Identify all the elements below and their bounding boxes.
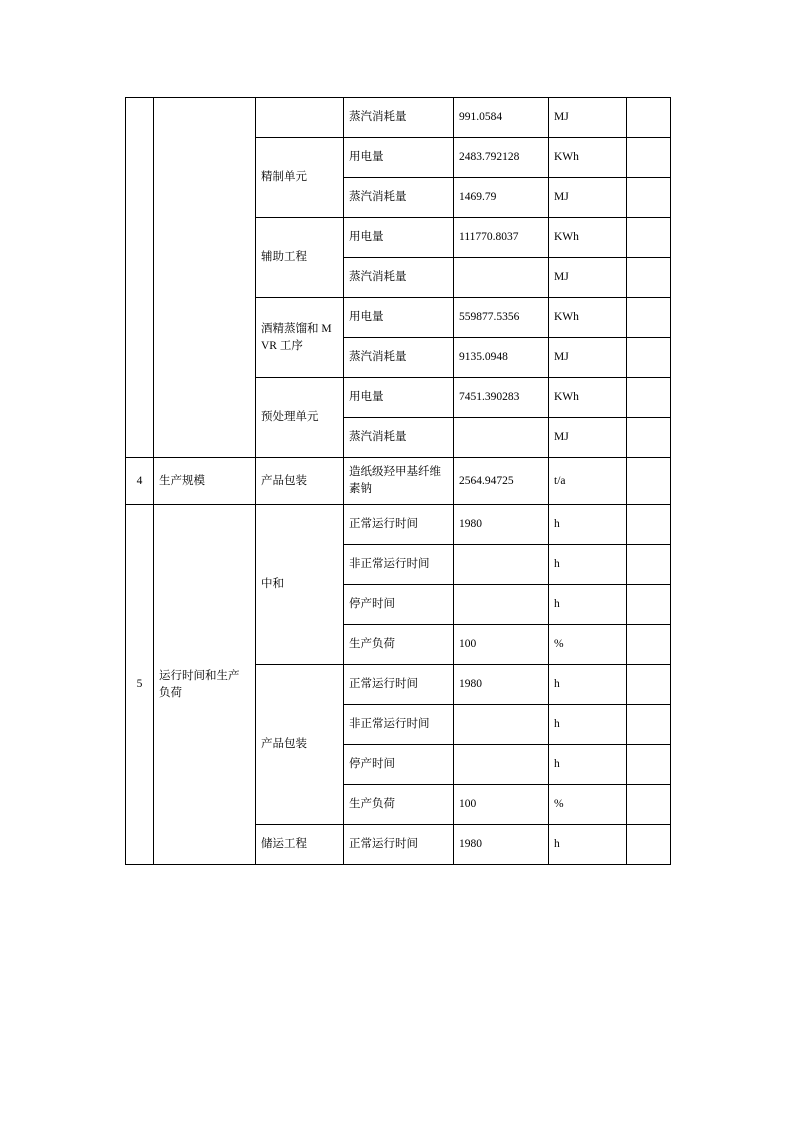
- row-value-cell: 9135.0948: [454, 338, 549, 378]
- row-uom-cell: t/a: [549, 458, 627, 505]
- row-uom-cell: h: [549, 825, 627, 865]
- row-unit-cell: 中和: [256, 505, 344, 665]
- row-item-cell: 蒸汽消耗量: [344, 418, 454, 458]
- row-item-cell: 用电量: [344, 378, 454, 418]
- row-value-cell: 1980: [454, 665, 549, 705]
- row-remark-cell: [627, 705, 671, 745]
- row-item-cell: 生产负荷: [344, 785, 454, 825]
- table-row: [126, 505, 671, 545]
- row-unit-cell: 预处理单元: [256, 378, 344, 458]
- row-uom-cell: MJ: [549, 178, 627, 218]
- row-uom-cell: KWh: [549, 298, 627, 338]
- row-remark-cell: [627, 418, 671, 458]
- row-remark-cell: [627, 98, 671, 138]
- row-remark-cell: [627, 378, 671, 418]
- row-uom-cell: %: [549, 625, 627, 665]
- row-unit-cell: 精制单元: [256, 138, 344, 218]
- row-uom-cell: h: [549, 585, 627, 625]
- row-no-cell: [126, 98, 154, 458]
- row-uom-cell: MJ: [549, 338, 627, 378]
- row-value-cell: 7451.390283: [454, 378, 549, 418]
- row-no-cell: 4: [126, 458, 154, 505]
- row-item-cell: 蒸汽消耗量: [344, 178, 454, 218]
- row-unit-cell: 产品包装: [256, 665, 344, 825]
- row-value-cell: 100: [454, 785, 549, 825]
- row-item-cell: 用电量: [344, 298, 454, 338]
- row-remark-cell: [627, 785, 671, 825]
- row-remark-cell: [627, 625, 671, 665]
- row-remark-cell: [627, 665, 671, 705]
- row-value-cell: 100: [454, 625, 549, 665]
- row-value-cell: 991.0584: [454, 98, 549, 138]
- row-value-cell: 1980: [454, 505, 549, 545]
- row-remark-cell: [627, 745, 671, 785]
- row-item-cell: 正常运行时间: [344, 665, 454, 705]
- row-unit-cell: [256, 98, 344, 138]
- row-value-cell: [454, 745, 549, 785]
- row-uom-cell: MJ: [549, 98, 627, 138]
- row-unit-cell: 酒精蒸馏和 MVR 工序: [256, 298, 344, 378]
- row-item-cell: 正常运行时间: [344, 825, 454, 865]
- row-item-cell: 用电量: [344, 218, 454, 258]
- row-item-cell: 用电量: [344, 138, 454, 178]
- row-remark-cell: [627, 825, 671, 865]
- row-remark-cell: [627, 338, 671, 378]
- row-item-cell: 停产时间: [344, 585, 454, 625]
- row-category-cell: 运行时间和生产负荷: [154, 505, 256, 865]
- row-remark-cell: [627, 218, 671, 258]
- row-remark-cell: [627, 458, 671, 505]
- data-table-container: [125, 97, 670, 865]
- row-item-cell: 蒸汽消耗量: [344, 258, 454, 298]
- row-remark-cell: [627, 505, 671, 545]
- row-remark-cell: [627, 298, 671, 338]
- row-category-cell: 生产规模: [154, 458, 256, 505]
- row-value-cell: [454, 258, 549, 298]
- row-uom-cell: KWh: [549, 378, 627, 418]
- row-uom-cell: KWh: [549, 138, 627, 178]
- row-value-cell: 111770.8037: [454, 218, 549, 258]
- row-remark-cell: [627, 545, 671, 585]
- row-item-cell: 蒸汽消耗量: [344, 98, 454, 138]
- row-uom-cell: h: [549, 545, 627, 585]
- row-remark-cell: [627, 138, 671, 178]
- row-unit-cell: 产品包装: [256, 458, 344, 505]
- row-item-cell: 造纸级羟甲基纤维素钠: [344, 458, 454, 505]
- row-unit-cell: 储运工程: [256, 825, 344, 865]
- row-remark-cell: [627, 178, 671, 218]
- row-uom-cell: KWh: [549, 218, 627, 258]
- row-remark-cell: [627, 585, 671, 625]
- table-row: [126, 98, 671, 138]
- row-item-cell: 正常运行时间: [344, 505, 454, 545]
- row-value-cell: [454, 585, 549, 625]
- row-uom-cell: h: [549, 705, 627, 745]
- row-uom-cell: h: [549, 745, 627, 785]
- row-item-cell: 停产时间: [344, 745, 454, 785]
- row-value-cell: [454, 545, 549, 585]
- row-item-cell: 非正常运行时间: [344, 545, 454, 585]
- row-value-cell: [454, 418, 549, 458]
- row-uom-cell: h: [549, 665, 627, 705]
- row-value-cell: [454, 705, 549, 745]
- consumption-table: [125, 97, 671, 865]
- row-value-cell: 1980: [454, 825, 549, 865]
- row-value-cell: 2564.94725: [454, 458, 549, 505]
- row-item-cell: 生产负荷: [344, 625, 454, 665]
- row-value-cell: 1469.79: [454, 178, 549, 218]
- row-no-cell: 5: [126, 505, 154, 865]
- row-uom-cell: MJ: [549, 418, 627, 458]
- row-value-cell: 559877.5356: [454, 298, 549, 338]
- row-uom-cell: MJ: [549, 258, 627, 298]
- row-uom-cell: %: [549, 785, 627, 825]
- row-item-cell: 非正常运行时间: [344, 705, 454, 745]
- table-row: [126, 458, 671, 505]
- row-remark-cell: [627, 258, 671, 298]
- row-unit-cell: 辅助工程: [256, 218, 344, 298]
- row-uom-cell: h: [549, 505, 627, 545]
- row-item-cell: 蒸汽消耗量: [344, 338, 454, 378]
- row-category-cell: [154, 98, 256, 458]
- row-value-cell: 2483.792128: [454, 138, 549, 178]
